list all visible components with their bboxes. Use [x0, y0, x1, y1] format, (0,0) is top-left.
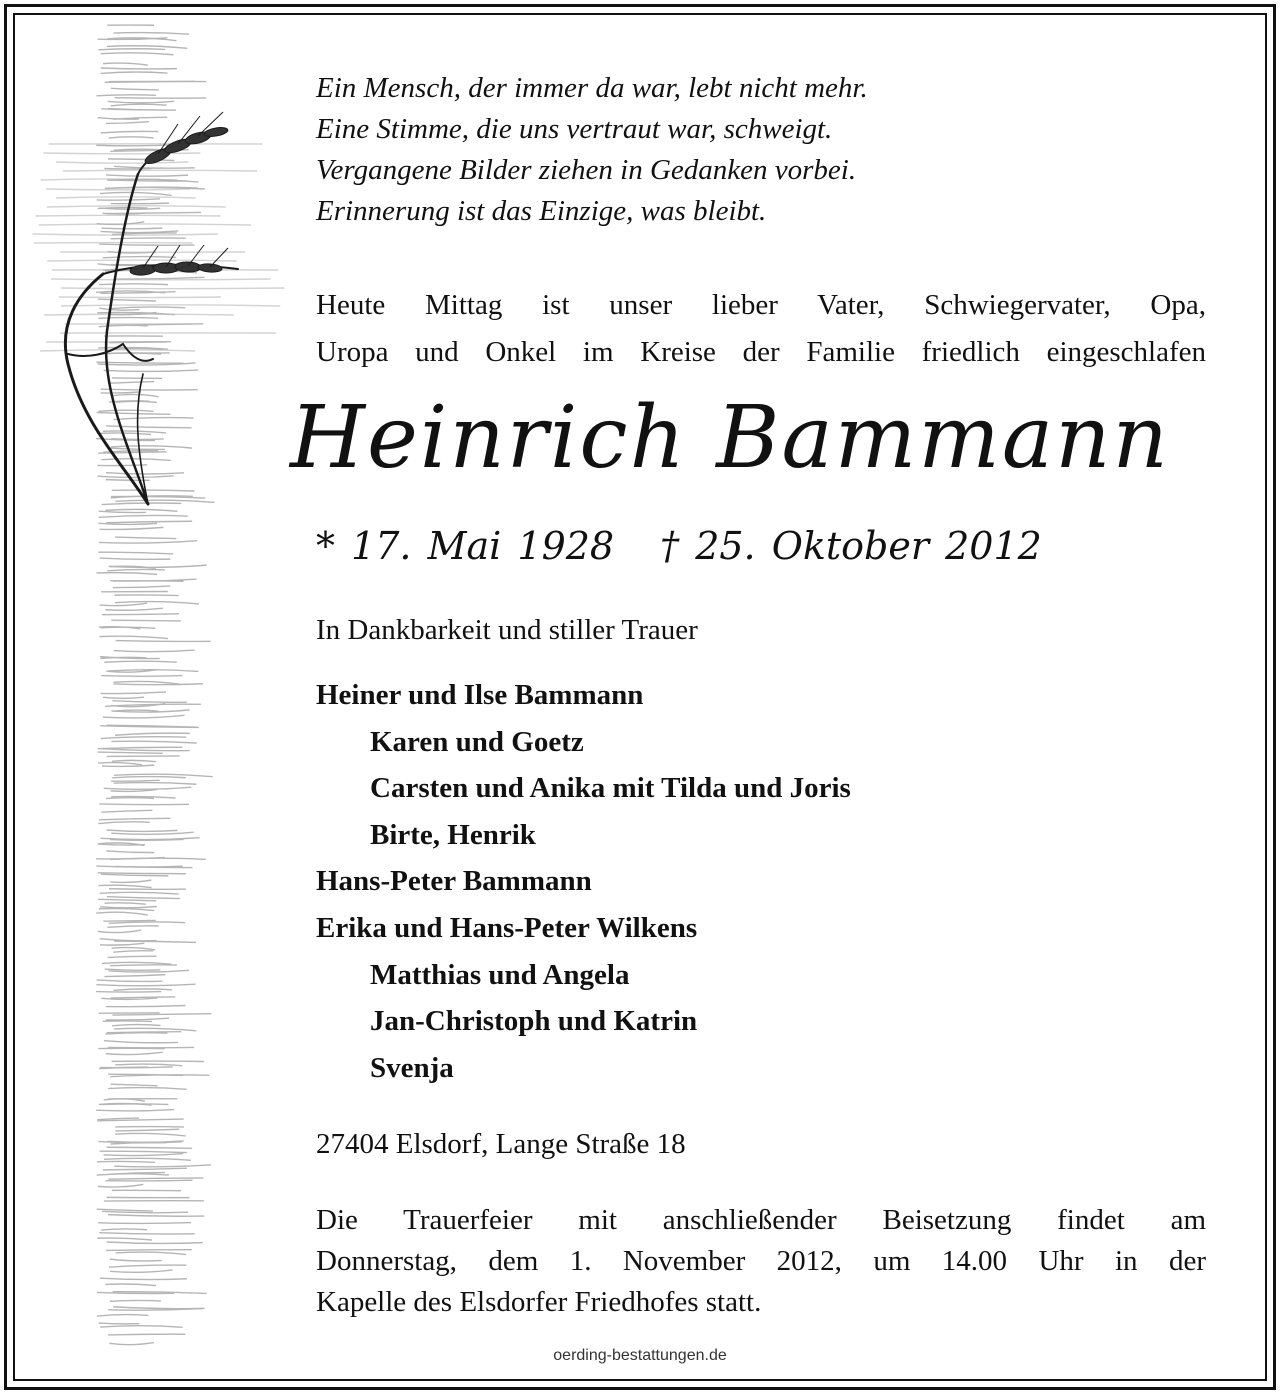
poem-line: Eine Stimme, die uns vertraut war, schweigt.	[316, 113, 833, 145]
poem	[316, 68, 868, 232]
birth-date: * 17. Mai 1928	[316, 524, 615, 568]
announcement-line: Uropa und Onkel im Kreise der Familie friedlich eingeschlafen	[316, 336, 1206, 368]
wheat-stalk-icon	[28, 24, 298, 1364]
family-member: Svenja	[370, 1051, 454, 1084]
family-list	[316, 672, 851, 1091]
address: 27404 Elsdorf, Lange Straße 18	[316, 1128, 686, 1160]
credit-url: oerding-bestattungen.de	[553, 1347, 727, 1364]
service-info	[316, 1200, 1206, 1323]
family-member: Hans-Peter Bammann	[316, 865, 592, 898]
service-line: Donnerstag, dem 1. November 2012, um 14.00 Uhr in der	[316, 1245, 1206, 1277]
death-date: † 25. Oktober 2012	[660, 524, 1042, 568]
poem-line: Erinnerung ist das Einzige, was bleibt.	[316, 195, 767, 227]
service-line: Kapelle des Elsdorfer Friedhofes statt.	[316, 1286, 762, 1318]
family-member: Jan-Christoph und Katrin	[370, 1005, 698, 1038]
life-dates	[316, 524, 1042, 568]
service-line: Die Trauerfeier mit anschließender Beisetzung findet am	[316, 1204, 1206, 1236]
family-member: Heiner und Ilse Bammann	[316, 679, 644, 711]
poem-line: Ein Mensch, der immer da war, lebt nicht mehr.	[316, 72, 868, 104]
poem-line: Vergangene Bilder ziehen in Gedanken vorbei.	[316, 154, 857, 186]
announcement	[316, 282, 1206, 376]
thanks-line: In Dankbarkeit und stiller Trauer	[316, 614, 698, 646]
announcement-line: Heute Mittag ist unser lieber Vater, Schwiegervater, Opa,	[316, 289, 1206, 321]
family-member: Erika und Hans-Peter Wilkens	[316, 911, 698, 944]
deceased-name: Heinrich Bammann	[290, 388, 1170, 488]
family-member: Matthias und Angela	[370, 958, 630, 991]
family-member: Karen und Goetz	[370, 725, 584, 758]
family-member: Birte, Henrik	[370, 818, 536, 851]
family-member: Carsten und Anika mit Tilda und Joris	[370, 772, 851, 805]
